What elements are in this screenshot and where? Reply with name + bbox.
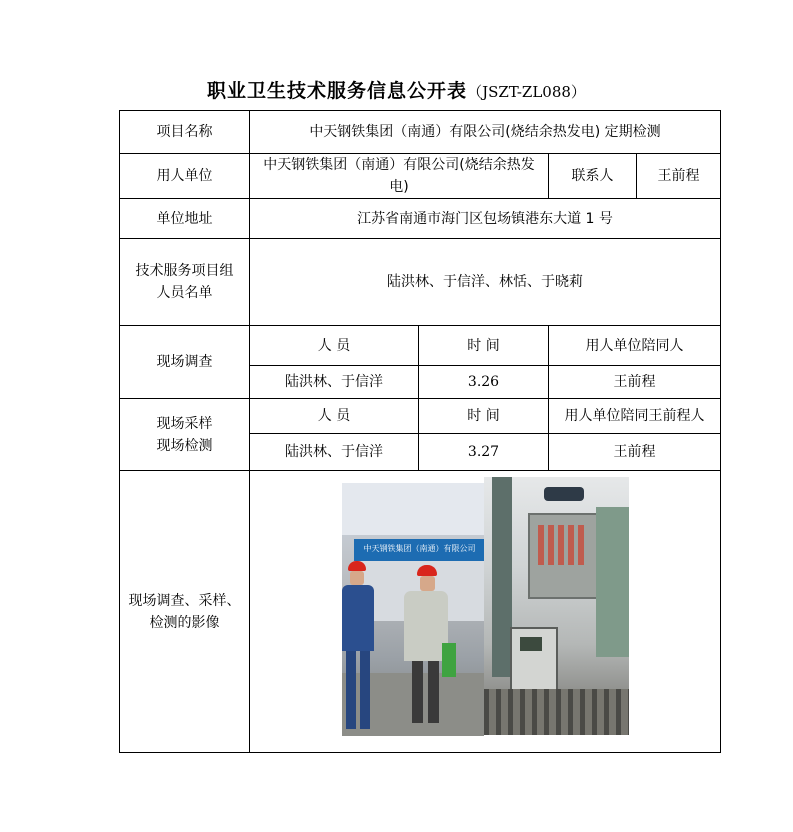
employer-value: 中天钢铁集团（南通）有限公司(烧结余热发电): [250, 154, 549, 199]
team-value: 陆洪林、于信洋、林恬、于晓莉: [250, 239, 721, 326]
sampling-header-people: 人 员: [250, 399, 419, 434]
row-sampling-header: [120, 399, 721, 434]
address-label: 单位地址: [120, 199, 250, 239]
survey-people: 陆洪林、于信洋: [250, 366, 419, 399]
row-employer: [120, 154, 721, 199]
face-left: [350, 571, 364, 585]
control-panel: [528, 513, 598, 599]
images-cell: [250, 471, 721, 753]
project-value: 中天钢铁集团（南通）有限公司(烧结余热发电) 定期检测: [250, 111, 721, 154]
sky: [342, 483, 484, 535]
title-text: 职业卫生技术服务信息公开表: [207, 80, 468, 102]
row-project: [120, 111, 721, 154]
face-right: [420, 576, 435, 591]
green-bag: [442, 643, 456, 677]
title-code: （JSZT-ZL088）: [467, 83, 586, 101]
worker-left-leg1: [346, 651, 356, 729]
indicator-lights: [538, 525, 586, 565]
measuring-instrument: [510, 627, 558, 691]
instrument-screen: [520, 637, 542, 651]
pipe-left: [492, 477, 512, 677]
helmet-left: [348, 561, 366, 571]
images-label: 现场调查、采样、检测的影像: [120, 471, 250, 753]
worker-left-leg2: [360, 651, 370, 729]
sign-board: [354, 539, 484, 561]
sampling-people: 陆洪林、于信洋: [250, 434, 419, 471]
valve-top: [544, 487, 584, 501]
row-survey-header: [120, 326, 721, 366]
sign-text: 中天钢铁集团（南通）有限公司: [363, 544, 476, 553]
employer-label: 用人单位: [120, 154, 250, 199]
site-photo-workers: [342, 483, 484, 736]
survey-label: 现场调查: [120, 326, 250, 399]
sampling-time: 3.27: [419, 434, 549, 471]
worker-right-leg2: [428, 661, 439, 723]
row-address: [120, 199, 721, 239]
info-table: [119, 110, 721, 753]
row-images: [120, 471, 721, 753]
project-label: 项目名称: [120, 111, 250, 154]
worker-right-leg1: [412, 661, 423, 723]
photo-strip: [250, 477, 720, 747]
page-title: [0, 76, 793, 103]
survey-header-time: 时 间: [419, 326, 549, 366]
floor-grate: [484, 689, 629, 735]
address-value: 江苏省南通市海门区包场镇港东大道 1 号: [250, 199, 721, 239]
worker-left-body: [342, 585, 374, 651]
survey-companion: 王前程: [549, 366, 721, 399]
sampling-header-companion: 用人单位陪同王前程人: [549, 399, 721, 434]
site-photo-equipment: [484, 477, 629, 735]
survey-header-people: 人 员: [250, 326, 419, 366]
survey-time: 3.26: [419, 366, 549, 399]
sampling-label: 现场采样 现场检测: [120, 399, 250, 471]
survey-header-companion: 用人单位陪同人: [549, 326, 721, 366]
contact-label: 联系人: [549, 154, 637, 199]
sampling-header-time: 时 间: [419, 399, 549, 434]
contact-value: 王前程: [637, 154, 721, 199]
sampling-companion: 王前程: [549, 434, 721, 471]
team-label: 技术服务项目组人员名单: [120, 239, 250, 326]
helmet-right: [417, 565, 437, 576]
row-team: [120, 239, 721, 326]
side-tank: [596, 507, 629, 657]
